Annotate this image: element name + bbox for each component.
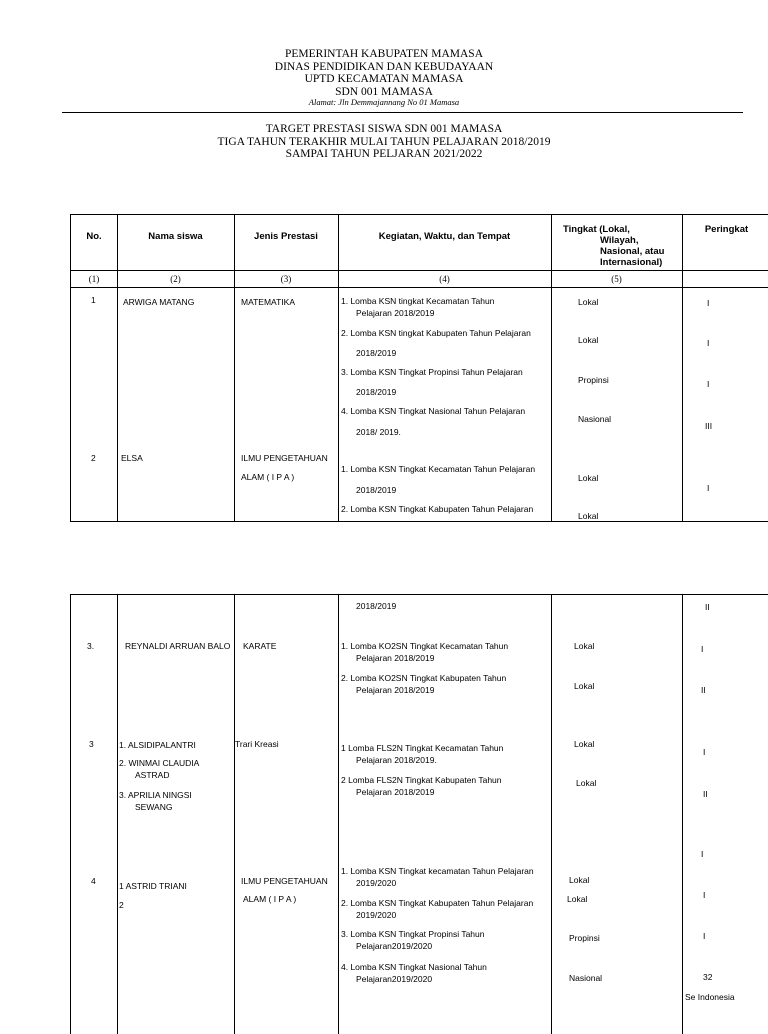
level-value: Lokal (569, 875, 590, 885)
student-name: 2 (119, 900, 124, 910)
student-name: 2. WINMAI CLAUDIA (119, 758, 200, 768)
header-level-1: Tingkat (Lokal, (563, 224, 630, 235)
achievement-type: Trari Kreasi (235, 739, 279, 749)
achievement-type-cont: ALAM ( I P A ) (243, 894, 297, 904)
activity-item-cont: 2018/ 2019. (356, 427, 401, 437)
level-value: Lokal (578, 511, 599, 521)
col-number-1: (1) (88, 274, 100, 284)
letterhead-government: PEMERINTAH KABUPATEN MAMASA (284, 48, 483, 60)
rank-value: II (701, 685, 706, 695)
activity-item-cont: Pelajaran2019/2020 (356, 974, 433, 984)
rank-value: I (707, 338, 710, 348)
activity-item: 1. Lomba KSN Tingkat kecamatan Tahun Pelajaran (341, 866, 534, 876)
row-number: 3. (87, 641, 95, 651)
col-number-2: (2) (170, 274, 181, 284)
achievement-type: ILMU PENGETAHUAN (241, 876, 328, 886)
activity-item: 3. Lomba KSN Tingkat Propinsi Tahun Pelajaran (341, 367, 523, 377)
student-name-cont: ASTRAD (135, 770, 170, 780)
activity-item: 1 Lomba FLS2N Tingkat Kecamatan Tahun (341, 743, 504, 753)
student-name: 1 ASTRID TRIANI (119, 881, 187, 891)
activity-item-cont: 2018/2019 (356, 348, 397, 358)
activity-item: 4. Lomba KSN Tingkat Nasional Tahun Pelajaran (341, 406, 526, 416)
col-number-3: (3) (280, 274, 292, 284)
header-level-3: Nasional, atau (600, 246, 665, 257)
activity-item-cont: 2018/2019 (356, 485, 397, 495)
level-value: Lokal (574, 681, 595, 691)
letterhead-department: DINAS PENDIDIKAN DAN KEBUDAYAAN (274, 60, 494, 73)
header-no: No. (86, 231, 102, 242)
activity-item: 3. Lomba KSN Tingkat Propinsi Tahun (341, 929, 485, 939)
rank-value: I (703, 747, 706, 757)
letterhead-school: SDN 001 MAMASA (335, 85, 433, 98)
achievement-type-cont: ALAM ( I P A ) (241, 472, 295, 482)
level-value: Lokal (578, 297, 599, 307)
letterhead (0, 48, 768, 107)
rank-value: I (707, 483, 710, 493)
level-value: Lokal (578, 335, 599, 345)
header-student-name: Nama siswa (148, 231, 203, 242)
activity-item-cont: Pelajaran 2018/2019. (356, 755, 437, 765)
header-divider (62, 112, 743, 113)
letterhead-uptd: UPTD KECAMATAN MAMASA (304, 73, 464, 85)
activity-item-cont: Pelajaran2019/2020 (356, 941, 433, 951)
row-number: 1 (91, 295, 96, 305)
rank-value: I (701, 644, 704, 654)
activity-item-cont: Pelajaran 2018/2019 (356, 685, 435, 695)
activity-item: 2. Lomba KSN Tingkat Kabupaten Tahun Pelajaran (341, 898, 534, 908)
rank-value: I (703, 890, 706, 900)
activity-item: 2. Lomba KSN tingkat Kabupaten Tahun Pelajaran (341, 328, 531, 338)
rank-value: I (707, 379, 710, 389)
activity-item: 2 Lomba FLS2N Tingkat Kabupaten Tahun (341, 775, 502, 785)
rank-value: I (701, 849, 704, 859)
student-name: ARWIGA MATANG (123, 297, 195, 307)
student-name: ELSA (121, 453, 143, 463)
activity-item: 2. Lomba KO2SN Tingkat Kabupaten Tahun (341, 673, 507, 683)
row-number: 2 (91, 453, 96, 463)
title-line-1: TARGET PRESTASI SISWA SDN 001 MAMASA (265, 123, 503, 135)
student-name: 3. APRILIA NINGSI (119, 790, 192, 800)
achievement-table-page-1 (70, 214, 768, 522)
student-name-cont: SEWANG (135, 802, 173, 812)
level-value: Lokal (574, 739, 595, 749)
achievement-type: ILMU PENGETAHUAN (241, 453, 328, 463)
activity-item: 2. Lomba KSN Tingkat Kabupaten Tahun Pelajaran (341, 504, 534, 514)
activity-item-cont: 2018/2019 (356, 387, 397, 397)
achievement-type: KARATE (243, 641, 277, 651)
rank-value: 32 (703, 972, 713, 982)
col-number-4: (4) (439, 274, 450, 284)
activity-item-cont: Pelajaran 2018/2019 (356, 653, 435, 663)
level-value: Nasional (569, 973, 603, 983)
activity-item: 4. Lomba KSN Tingkat Nasional Tahun (341, 962, 487, 972)
activity-item-cont: 2018/2019 (356, 601, 397, 611)
activity-item: 1. Lomba KSN Tingkat Kecamatan Tahun Pelajaran (341, 464, 536, 474)
activity-item-cont: Pelajaran 2018/2019 (356, 787, 435, 797)
rank-value: II (703, 789, 708, 799)
activity-item: 1. Lomba KO2SN Tingkat Kecamatan Tahun (341, 641, 509, 651)
header-achievement-type: Jenis Prestasi (254, 231, 318, 242)
activity-item-cont: Pelajaran 2018/2019 (356, 308, 435, 318)
level-value: Nasional (578, 414, 612, 424)
title-line-3: SAMPAI TAHUN PELJARAN 2021/2022 (285, 148, 483, 160)
rank-value: I (703, 931, 706, 941)
col-number-5: (5) (611, 274, 622, 284)
header-rank: Peringkat (704, 224, 749, 235)
level-value: Lokal (567, 894, 588, 904)
level-value: Lokal (576, 778, 597, 788)
student-name: REYNALDI ARRUAN BALO (125, 641, 231, 651)
row-number: 3 (89, 739, 94, 749)
student-name: 1. ALSIDIPALANTRI (119, 740, 196, 750)
rank-value: II (705, 602, 710, 612)
level-value: Propinsi (569, 933, 600, 943)
level-value: Lokal (574, 641, 595, 651)
header-level-2: Wilayah, (600, 235, 639, 246)
header-level-4: Internasional) (600, 257, 663, 268)
document-title (0, 123, 768, 161)
rank-value: III (705, 421, 713, 431)
achievement-table-page-2 (70, 594, 768, 1034)
rank-value: I (707, 298, 710, 308)
activity-item: 1. Lomba KSN tingkat Kecamatan Tahun (341, 296, 495, 306)
level-value: Propinsi (578, 375, 609, 385)
level-value: Lokal (578, 473, 599, 483)
row-number: 4 (91, 876, 96, 886)
activity-item-cont: 2019/2020 (356, 910, 397, 920)
rank-value: Se Indonesia (685, 992, 735, 1002)
letterhead-address: Alamat: Jln Demmajannang No 01 Mamasa (308, 97, 460, 107)
header-activity: Kegiatan, Waktu, dan Tempat (378, 231, 511, 242)
activity-item-cont: 2019/2020 (356, 878, 397, 888)
title-line-2: TIGA TAHUN TERAKHIR MULAI TAHUN PELAJARAN 2018/2019 (217, 135, 551, 148)
achievement-type: MATEMATIKA (241, 297, 295, 307)
